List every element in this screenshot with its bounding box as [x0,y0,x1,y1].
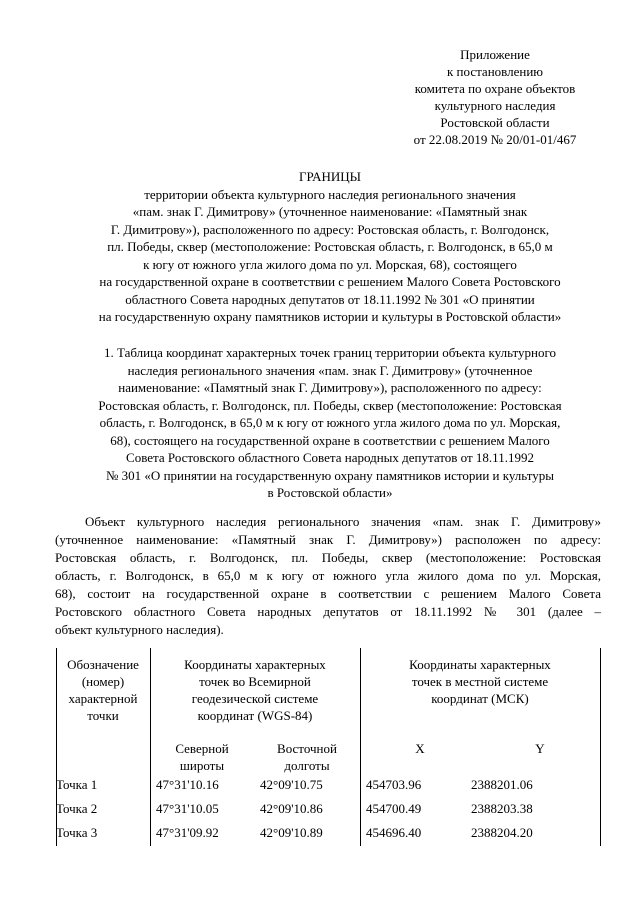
section-line: в Ростовской области» [267,485,393,500]
subheader-north-line: Северной [175,741,229,756]
appendix-line: Ростовской области [440,115,550,130]
header-wgs [150,656,360,724]
cell-east: 42°09'10.86 [260,801,323,816]
section-title [50,344,610,502]
body-paragraph [55,513,601,639]
cell-y: 2388203.38 [471,801,533,816]
heading-line: территории объекта культурного наследия регионального значения [144,186,516,202]
section-line: 68), состоящего на государственной охране в соответствии с решением Малого [110,432,550,448]
subheader-north-line: широты [179,758,225,773]
heading-line: на государственной охране в соответствии с решением Малого Совета Ростовского [99,274,561,289]
subheader-east-line: Восточной [277,741,337,756]
appendix-line: Приложение [460,47,530,62]
header-wgs-line: Координаты характерных [184,657,326,672]
section-line: наименование: «Памятный знак Г. Димитрову»), расположенного по адресу: [118,380,542,395]
cell-x: 454700.49 [366,801,422,816]
header-msk-line: точек в местной системе [411,674,549,689]
cell-y: 2388201.06 [471,777,533,792]
subheader-y: Y [535,741,545,756]
cell-y: 2388204.20 [471,825,533,840]
heading-line: на государственную охрану памятников истории и культуры в Ростовской области» [98,309,562,324]
subheader-east [254,740,360,774]
header-wgs-line: координат (WGS-84) [197,708,313,723]
header-wgs-line: точек во Всемирной [199,674,311,689]
subheader-east-line: долготы [284,758,330,773]
heading-line: к югу от южного угла жилого дома по ул. Морская, 68), состоящего [143,256,517,272]
header-msk-line: координат (МСК) [431,691,529,706]
table-row [56,776,601,798]
table-row [56,824,601,846]
subheader-north [150,740,254,774]
paragraph-line: Ростовская область, г. Волгодонск, пл. Победы, сквер (местоположение: Ростовская [55,550,601,565]
header-point-line: Обозначение [67,657,139,672]
header-point-line: (номер) [81,674,125,689]
cell-point: Точка 3 [56,825,98,840]
section-line: наследия регионального значения «пам. знак Г. Димитрову» (уточненное [127,362,533,378]
appendix-line: от 22.08.2019 № 20/01-01/467 [413,132,577,147]
appendix-line: к постановлению [446,64,544,79]
paragraph-line: Объект культурного наследия регионального значения «пам. знак Г. Димитрову» [85,514,601,529]
paragraph-line: 68), состоит на государственной охране в соответствии с решением Малого Совета [55,586,601,601]
header-msk [360,656,600,707]
section-line: область, г. Волгодонск, в 65,0 м к югу от южного угла жилого дома по ул. Морская, [99,415,561,430]
paragraph-line: Ростовского областного Совета народных депутатов от 18.11.1992 № 301 (далее – [55,604,601,619]
header-msk-line: Координаты характерных [409,657,551,672]
cell-point: Точка 2 [56,801,98,816]
appendix-line: культурного наследия [434,98,556,113]
header-point-line: характерной [68,691,138,706]
header-point-line: точки [87,708,119,723]
paragraph-line: объект культурного наследия). [55,622,224,637]
header-point [56,656,150,724]
section-line: № 301 «О принятии на государственную охрану памятников истории и культуры [106,467,554,483]
section-line: 1. Таблица координат характерных точек границ территории объекта культурного [104,345,556,360]
document-title: ГРАНИЦЫ [299,169,361,184]
subheader-x: X [415,741,425,756]
cell-x: 454696.40 [366,825,422,840]
cell-east: 42°09'10.75 [260,777,323,792]
heading-line: «пам. знак Г. Димитрову» (уточненное наименование: «Памятный знак [132,204,528,219]
appendix-line: комитета по охране объектов [414,81,576,96]
header-wgs-line: геодезической системе [191,691,319,706]
heading-line: областного Совета народных депутатов от 18.11.1992 № 301 «О принятии [125,291,535,307]
cell-east: 42°09'10.89 [260,825,323,840]
paragraph-line: (уточненное наименование: «Памятный знак Г. Димитрову») расположен по адресу: [55,532,601,547]
section-line: Совета Ростовского областного Совета народных депутатов от 18.11.1992 [126,450,534,465]
section-line: Ростовская область, г. Волгодонск, пл. Победы, сквер (местоположение: Ростовская [98,397,562,413]
document-heading [50,168,610,326]
cell-north: 47°31'09.92 [156,825,219,840]
heading-line: Г. Димитрову»), расположенного по адресу: Ростовская область, г. Волгодонск, [110,221,550,237]
cell-x: 454703.96 [366,777,422,792]
heading-line: пл. Победы, сквер (местоположение: Ростовская область, г. Волгодонск, в 65,0 м [107,239,553,254]
paragraph-line: область, г. Волгодонск, в 65,0 м к югу от южного угла жилого дома по ул. Морская, [55,568,601,583]
cell-point: Точка 1 [56,777,98,792]
cell-north: 47°31'10.05 [156,801,219,816]
appendix-block [360,46,630,148]
cell-north: 47°31'10.16 [156,777,219,792]
table-row [56,800,601,822]
